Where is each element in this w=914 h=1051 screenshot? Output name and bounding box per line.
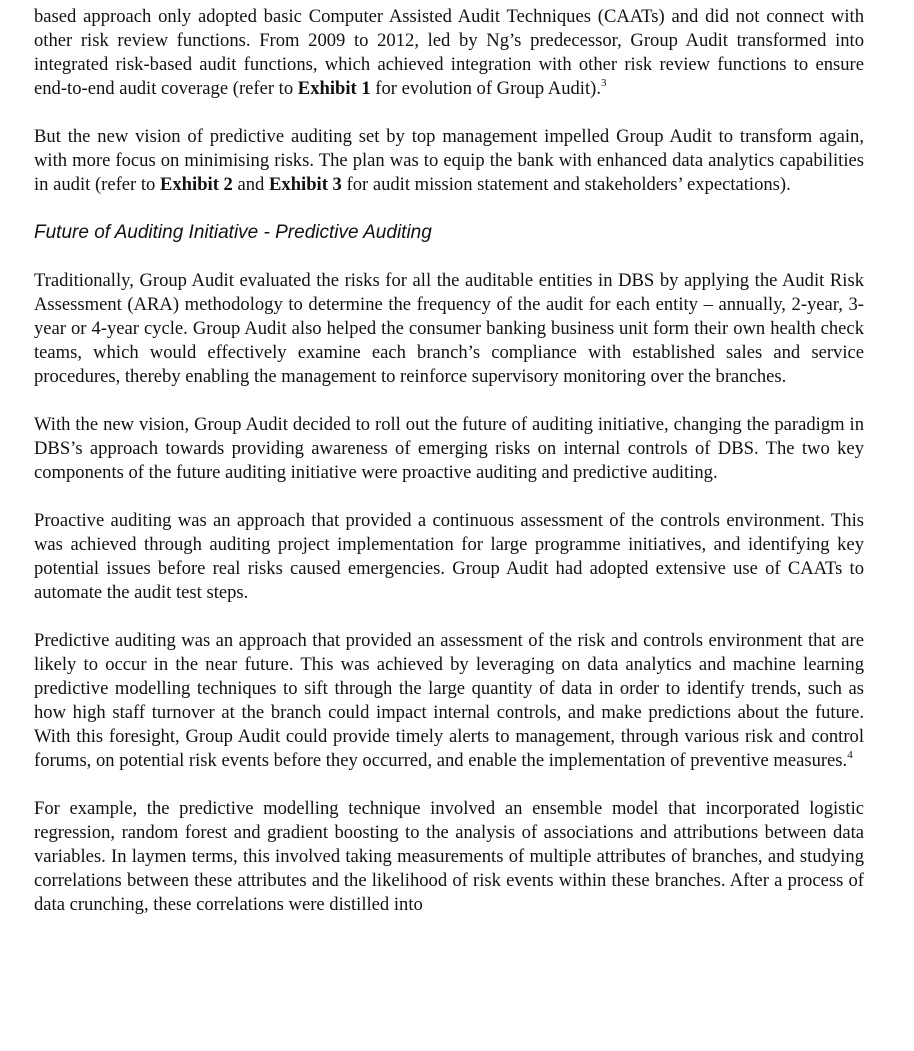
paragraph-future-initiative: With the new vision, Group Audit decided to roll out the future of auditing initiative, changing the paradigm in DBS’s approach towards providing awareness of emerging risks on internal controls of DBS. The two key components of the future auditing initiative were proactive auditing and predictive auditing.	[34, 414, 864, 483]
paragraph-example-model: For example, the predictive modelling technique involved an ensemble model that incorporated logistic regression, random forest and gradient boosting to the analysis of associations and attributions between data variables. In laymen terms, this involved taking measurements of multiple attributes of branches, and studying correlations between these attributes and the likelihood of risk events within these branches. After a process of data crunching, these correlations were distilled into	[34, 798, 864, 915]
paragraph-predictive-auditing: Predictive auditing was an approach that provided an assessment of the risk and controls environment that are likely to occur in the near future. This was achieved by leveraging on data analytics and machine learning predictive modelling techniques to sift through the large quantity of data in order to identify trends, such as how high staff turnover at the branch could impact internal controls, and make predictions about the future. With this foresight, Group Audit could provide timely alerts to management, through various risk and control forums, on potential risk events before they occurred, and enable the implementation of preventive measures.$^4$	[34, 630, 864, 771]
footnote-marker: 3	[600, 76, 607, 89]
footnote-marker: 4	[847, 748, 853, 761]
exhibit-reference: Exhibit 2	[159, 174, 233, 195]
paragraph-audit-history: based approach only adopted basic Computer Assisted Audit Techniques (CAATs) and did not connect with other risk review functions. From 2009 to 2012, led by Ng’s predecessor, Group Audit transformed into integrated risk-based audit functions, which achieved integration with other risk review functions to ensure end-to-end audit coverage (refer to Exhibit 1 for evolution of Group Audit).$^3$	[34, 6, 864, 99]
document-page	[34, 5, 864, 941]
paragraph-traditional-audit: Traditionally, Group Audit evaluated the risks for all the auditable entities in DBS by applying the Audit Risk Assessment (ARA) methodology to determine the frequency of the audit for each entity – annually, 2-year, 3-year or 4-year cycle. Group Audit also helped the consumer banking business unit form their own health check teams, which would effectively examine each branch’s compliance with established sales and service procedures, thereby enabling the management to reinforce supervisory monitoring over the branches.	[34, 270, 864, 387]
exhibit-reference: Exhibit 3	[269, 174, 342, 195]
exhibit-reference: Exhibit 1	[297, 78, 371, 99]
paragraph-new-vision: But the new vision of predictive auditing set by top management impelled Group Audit to transform again, with more focus on minimising risks. The plan was to equip the bank with enhanced data analytics capabilities in audit (refer to Exhibit 2 and Exhibit 3 for audit mission statement and stakeholders’ expectations).	[34, 126, 864, 195]
paragraph-proactive-auditing: Proactive auditing was an approach that provided a continuous assessment of the controls environment. This was achieved through auditing project implementation for large programme initiatives, and identifying key potential issues before real risks caused emergencies. Group Audit had adopted extensive use of CAATs to automate the audit test steps.	[34, 510, 864, 603]
section-heading: Future of Auditing Initiative - Predictive Auditing	[34, 222, 432, 243]
